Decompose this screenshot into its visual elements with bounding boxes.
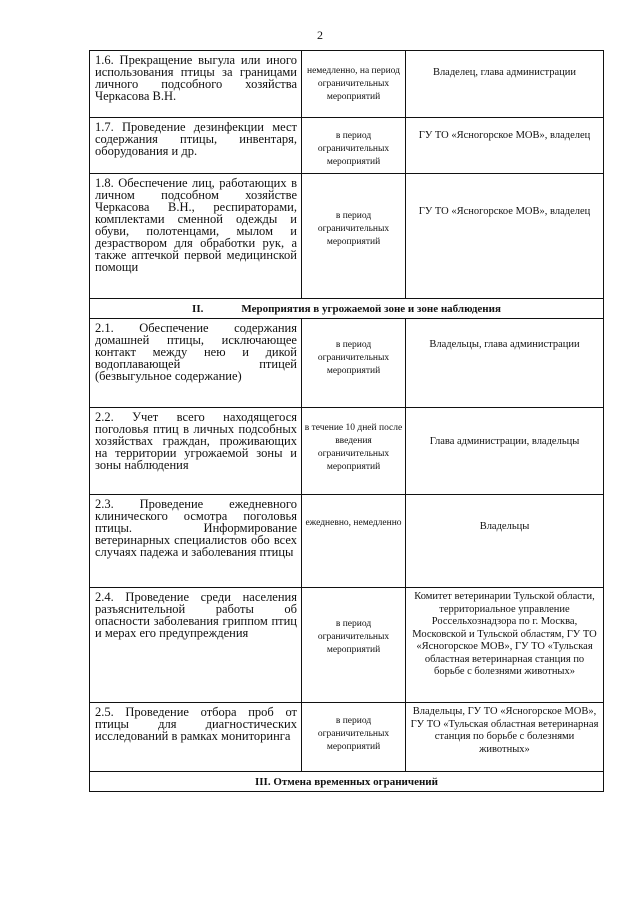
period-text: в период ограничительных мероприятий xyxy=(317,619,390,655)
section-header-cell xyxy=(90,299,604,319)
table-row xyxy=(90,703,604,772)
section-header-cell xyxy=(90,772,604,792)
section-number: II. xyxy=(192,303,204,315)
measure-cell xyxy=(90,495,302,588)
measure-cell xyxy=(90,174,302,299)
period-cell xyxy=(302,408,406,495)
responsible-text: Владельцы, ГУ ТО «Ясногорское МОВ», ГУ ТО «Тульская областная ветеринарная станция по борьбе с болезнями животных» xyxy=(410,706,599,755)
responsible-cell xyxy=(406,495,604,588)
measure-text: 2.4. Проведение среди населения разъяснительной работы об опасности заболевания гриппом птиц и мерах его предупреждения xyxy=(95,590,297,640)
responsible-text: Владельцы, глава администрации xyxy=(429,339,580,350)
table-row xyxy=(90,588,604,703)
responsible-cell xyxy=(406,174,604,299)
measure-text: 2.5. Проведение отбора проб от птицы для диагностических исследований в рамках мониторинга xyxy=(95,705,297,743)
period-text: в период ограничительных мероприятий xyxy=(317,340,390,376)
measure-text: 2.1. Обеспечение содержания домашней птицы, исключающее контакт между нею и дикой водоплавающей птицей (безвыгульное содержание) xyxy=(95,321,297,383)
period-cell xyxy=(302,495,406,588)
period-cell xyxy=(302,174,406,299)
table-row xyxy=(90,495,604,588)
measure-cell xyxy=(90,588,302,703)
period-text: в период ограничительных мероприятий xyxy=(317,131,390,167)
period-cell xyxy=(302,319,406,408)
responsible-text: Глава администрации, владельцы xyxy=(429,436,580,447)
measure-cell xyxy=(90,408,302,495)
period-text: в период ограничительных мероприятий xyxy=(317,211,390,247)
responsible-text: Владелец, глава администрации xyxy=(432,67,577,78)
section-heading xyxy=(90,299,603,318)
measure-cell xyxy=(90,319,302,408)
period-cell xyxy=(302,588,406,703)
period-text: в период ограничительных мероприятий xyxy=(317,716,390,752)
period-cell xyxy=(302,51,406,118)
responsible-cell xyxy=(406,588,604,703)
table-row xyxy=(90,174,604,299)
measure-cell xyxy=(90,118,302,174)
measure-text: 1.8. Обеспечение лиц, работающих в личном подсобном хозяйстве Черкасова В.Н., респираторами, комплектами сменной одежды и обуви, полотенцами, мылом и дезраствором для обработки рук, а также аптечкой первой медицинской помощи xyxy=(95,176,297,274)
table-row xyxy=(90,118,604,174)
responsible-text: ГУ ТО «Ясногорское МОВ», владелец xyxy=(418,206,591,217)
measure-text: 2.3. Проведение ежедневного клинического осмотра поголовья птицы. Информирование ветеринарных специалистов обо всех случаях падежа и заболевания птицы xyxy=(95,497,297,559)
table-row xyxy=(90,51,604,118)
section-heading: III. Отмена временных ограничений xyxy=(255,776,438,788)
section-header-row xyxy=(90,772,604,792)
table-row xyxy=(90,408,604,495)
section-header-row xyxy=(90,299,604,319)
measure-cell xyxy=(90,703,302,772)
responsible-cell xyxy=(406,408,604,495)
responsible-text: Владельцы xyxy=(479,521,530,532)
period-text: в течение 10 дней после введения ограничительных мероприятий xyxy=(304,423,403,472)
period-text: ежедневно, немедленно xyxy=(305,518,402,528)
responsible-cell xyxy=(406,319,604,408)
responsible-cell xyxy=(406,51,604,118)
period-cell xyxy=(302,703,406,772)
responsible-text: ГУ ТО «Ясногорское МОВ», владелец xyxy=(418,130,591,141)
table-row xyxy=(90,319,604,408)
period-text: немедленно, на период ограничительных мероприятий xyxy=(307,66,400,102)
measure-text: 1.6. Прекращение выгула или иного использования птицы за границами личного подсобного хозяйства Черкасова В.Н. xyxy=(95,53,297,103)
measure-text: 2.2. Учет всего находящегося поголовья птиц в личных подсобных хозяйствах граждан, проживающих на территории угрожаемой зоны и зоны наблюдения xyxy=(95,410,297,472)
section-title: Мероприятия в угрожаемой зоне и зоне наблюдения xyxy=(241,303,501,315)
responsible-cell xyxy=(406,118,604,174)
measure-cell xyxy=(90,51,302,118)
period-cell xyxy=(302,118,406,174)
responsible-text: Комитет ветеринарии Тульской области, территориальное управление Россельхознадзора по г. Москва, Московской и Тульской областям, ГУ ТО «Ясногорское МОВ», ГУ ТО «Тульская областная ветеринарная станция по борьбе с болезнями животных» xyxy=(412,591,597,677)
responsible-cell xyxy=(406,703,604,772)
measures-table xyxy=(89,50,604,792)
measure-text: 1.7. Проведение дезинфекции мест содержания птицы, инвентаря, оборудования и др. xyxy=(95,120,297,158)
page-number: 2 xyxy=(317,28,323,42)
